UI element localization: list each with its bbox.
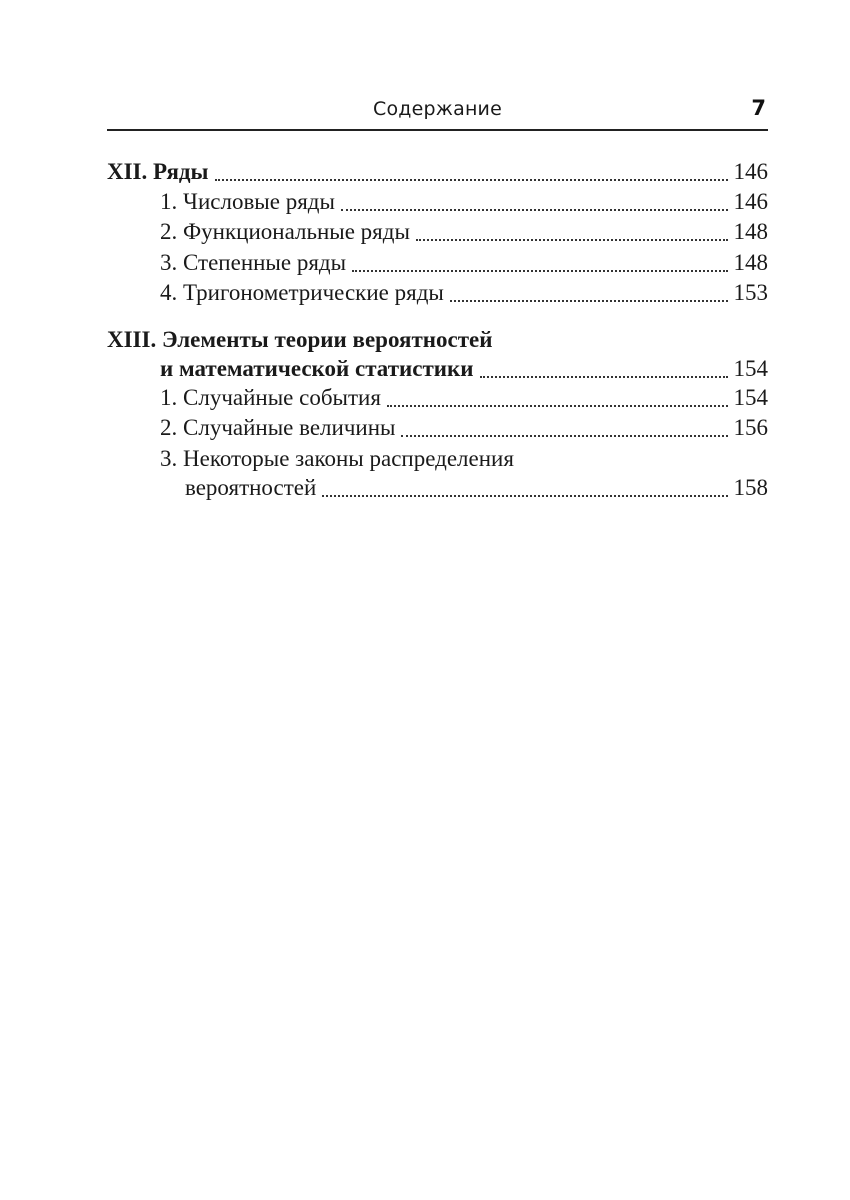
dot-leader	[401, 435, 727, 437]
toc-section-title: 3. Степенные ряды	[160, 250, 347, 275]
toc-section-title: 4. Тригонометрические ряды	[160, 280, 444, 305]
header-rule	[107, 129, 768, 131]
toc-page-number: 154	[733, 385, 768, 410]
toc-page-number: 158	[733, 475, 768, 500]
dot-leader	[322, 495, 727, 497]
toc-page-number: 146	[733, 189, 768, 214]
toc-chapter-13-title-line2[interactable]	[160, 354, 768, 384]
toc-section-title: 1. Числовые ряды	[160, 189, 335, 214]
dot-leader	[416, 239, 728, 241]
page-number: 7	[751, 96, 766, 120]
dot-leader	[352, 270, 727, 272]
dot-leader	[341, 209, 728, 211]
toc-section-line1[interactable]	[160, 444, 768, 474]
toc-page-number: 154	[733, 356, 768, 381]
toc-section-title: 2. Функциональные ряды	[160, 219, 410, 244]
dot-leader	[215, 179, 728, 181]
dot-leader	[387, 405, 728, 407]
toc-section[interactable]	[160, 383, 768, 413]
toc-chapter-13-title-line1[interactable]	[107, 325, 768, 355]
toc-page-number: 148	[733, 250, 768, 275]
toc-section-title: 1. Случайные события	[160, 385, 381, 410]
toc-chapter-12[interactable]	[107, 157, 768, 187]
toc-section[interactable]	[160, 187, 768, 217]
toc-page-number: 148	[733, 219, 768, 244]
toc-section-title: 2. Случайные величины	[160, 415, 396, 440]
toc-section[interactable]	[160, 278, 768, 308]
toc-section-title: вероятностей	[185, 475, 317, 500]
running-header	[107, 96, 768, 130]
toc-section[interactable]	[160, 217, 768, 247]
toc-page-number: 156	[733, 415, 768, 440]
toc-page-number: 153	[733, 280, 768, 305]
toc-chapter-title: и математической статистики	[160, 356, 474, 381]
running-header-title: Содержание	[373, 98, 502, 120]
toc-section[interactable]	[160, 413, 768, 443]
dot-leader	[450, 300, 728, 302]
toc-section-line2[interactable]	[185, 473, 768, 503]
toc-page-number: 146	[733, 159, 768, 184]
toc-section-title: 3. Некоторые законы распределения	[160, 446, 514, 471]
dot-leader	[480, 376, 728, 378]
toc-section[interactable]	[160, 248, 768, 278]
toc-chapter-title: XIII. Элементы теории вероятностей	[107, 327, 493, 352]
toc-chapter-title: XII. Ряды	[107, 159, 209, 184]
